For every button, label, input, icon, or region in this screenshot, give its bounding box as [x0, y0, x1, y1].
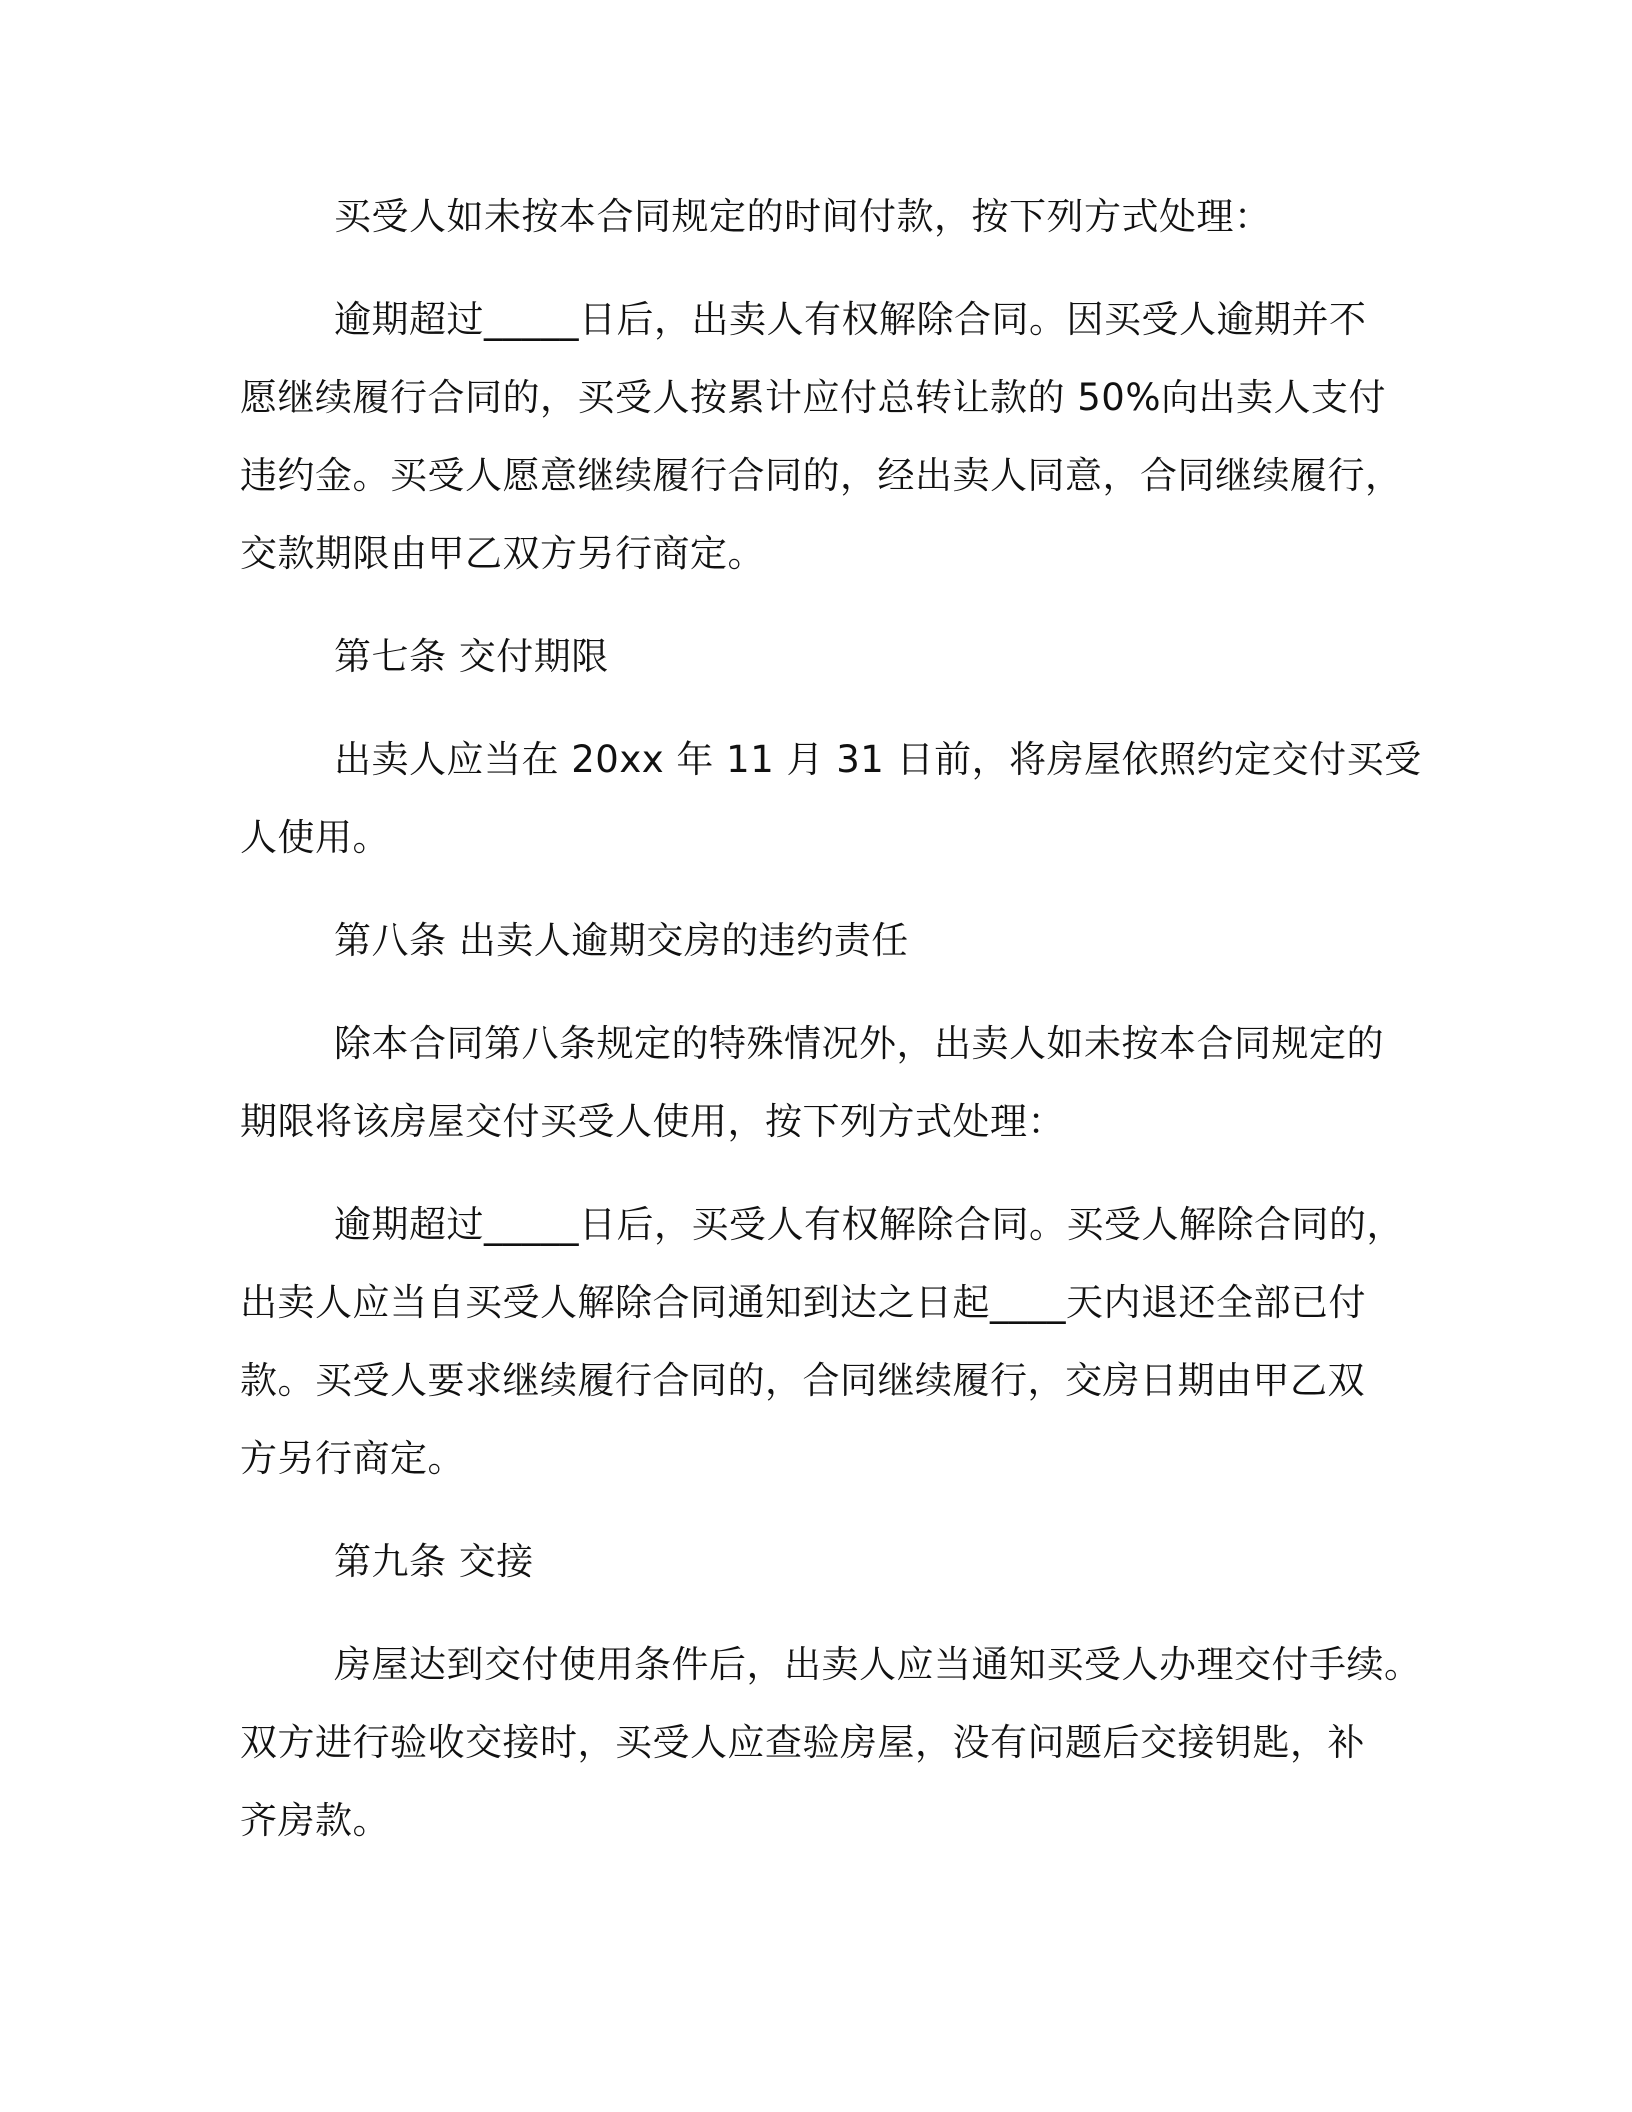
paragraph-overdue-payment-line-1: 逾期超过_____日后，出卖人有权解除合同。因买受人逾期并不: [334, 298, 1367, 341]
article-8-heading: 第八条 出卖人逾期交房的违约责任: [334, 919, 909, 962]
paragraph-seller-delay-line-1: 除本合同第八条规定的特殊情况外，出卖人如未按本合同规定的: [334, 1022, 1384, 1065]
paragraph-buyer-termination-line-2: 出卖人应当自买受人解除合同通知到达之日起____天内退还全部已付: [240, 1281, 1366, 1324]
article-7-heading: 第七条 交付期限: [334, 635, 609, 678]
paragraph-delivery-deadline-line-1: 出卖人应当在 20xx 年 11 月 31 日前，将房屋依照约定交付买受: [334, 738, 1422, 781]
paragraph-buyer-termination-line-3: 款。买受人要求继续履行合同的，合同继续履行，交房日期由甲乙双: [240, 1359, 1365, 1402]
paragraph-delivery-deadline-line-2: 人使用。: [240, 816, 390, 859]
paragraph-buyer-termination-line-4: 方另行商定。: [240, 1437, 465, 1480]
paragraph-overdue-payment-line-3: 违约金。买受人愿意继续履行合同的，经出卖人同意，合同继续履行，: [240, 454, 1403, 497]
paragraph-overdue-payment-line-4: 交款期限由甲乙双方另行商定。: [240, 532, 765, 575]
paragraph-handover-line-3: 齐房款。: [240, 1799, 390, 1842]
paragraph-handover-line-2: 双方进行验收交接时，买受人应查验房屋，没有问题后交接钥匙，补: [240, 1721, 1365, 1764]
paragraph-seller-delay-line-2: 期限将该房屋交付买受人使用，按下列方式处理：: [240, 1100, 1065, 1143]
paragraph-handover-line-1: 房屋达到交付使用条件后，出卖人应当通知买受人办理交付手续。: [334, 1643, 1422, 1686]
paragraph-overdue-payment-line-2: 愿继续履行合同的，买受人按累计应付总转让款的 50%向出卖人支付: [240, 376, 1386, 419]
article-9-heading: 第九条 交接: [334, 1540, 534, 1583]
paragraph-buyer-termination-line-1: 逾期超过_____日后，买受人有权解除合同。买受人解除合同的，: [334, 1203, 1404, 1246]
paragraph-payment-handling: 买受人如未按本合同规定的时间付款，按下列方式处理：: [334, 195, 1272, 238]
